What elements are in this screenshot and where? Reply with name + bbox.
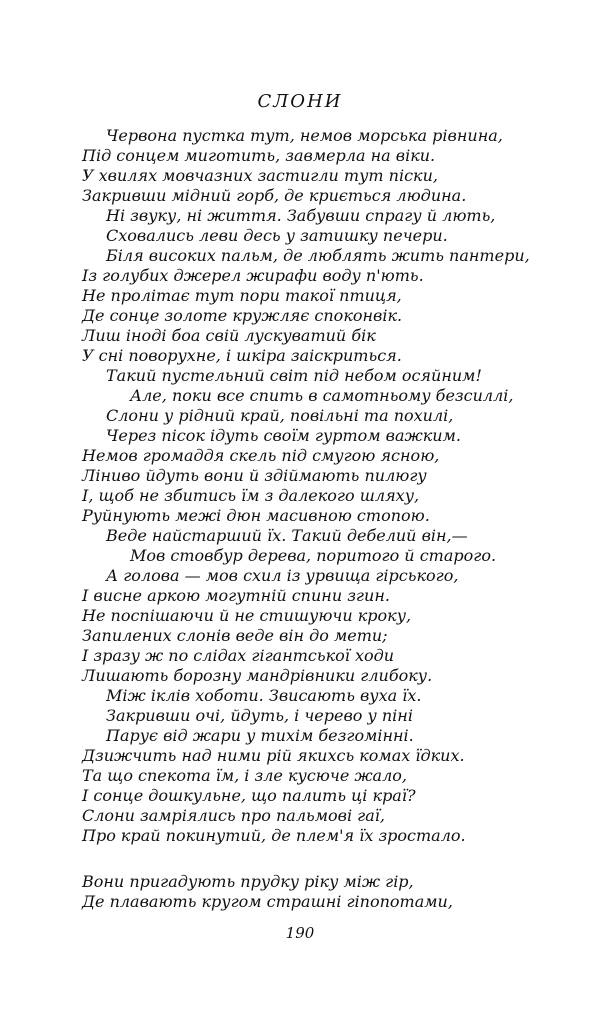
poem-line: І зразу ж по слідах гігантської ходи — [82, 646, 395, 665]
poem-line: Не пролітає тут пори такої птиця, — [82, 286, 402, 305]
poem-line: Між іклів хоботи. Звисають вуха їх. — [106, 686, 422, 705]
poem-line: Ні звуку, ні життя. Забувши спрагу й лють, — [106, 206, 496, 225]
poem-line: Лиш іноді боа свій лускуватий бік — [82, 326, 376, 345]
poem-line: Під сонцем миготить, завмерла на віки. — [82, 146, 436, 165]
poem-line: Лишають борозну мандрівники глибоку. — [82, 666, 433, 685]
poem-line: Де сонце золоте кружляє споконвік. — [82, 306, 403, 325]
poem-line: Із голубих джерел жирафи воду п'ють. — [82, 266, 424, 285]
poem-line: Закривши очі, йдуть, і черево у піні — [106, 706, 413, 725]
poem-line: Але, поки все спить в самотньому безсиллі, — [130, 386, 514, 405]
poem-line: Такий пустельний світ під небом осяйним! — [106, 366, 482, 385]
poem-line: Ліниво йдуть вони й здіймають пилюгу — [82, 466, 427, 485]
poem-title: СЛОНИ — [257, 91, 343, 112]
poem-line: Запилених слонів веде він до мети; — [82, 626, 388, 645]
poem-line: А голова — мов схил із урвища гірського, — [106, 566, 459, 585]
poem-line: Сховались леви десь у затишку печери. — [106, 226, 448, 245]
poem-line: Слони замріялись про пальмові гаї, — [82, 806, 385, 825]
poem-line: Про край покинутий, де плем'я їх зростало. — [82, 826, 466, 845]
poem-line: Парує від жари у тихім безгомінні. — [106, 726, 414, 745]
poem-line: Червона пустка тут, немов морська рівнина, — [106, 126, 503, 145]
poem-line: Дзижчить над ними рій якихсь комах їдких. — [82, 746, 465, 765]
poem-line: Де плавають кругом страшні гіпопотами, — [82, 892, 453, 911]
poem-line: І сонце дошкульне, що палить ці краї? — [82, 786, 416, 805]
poem-line: Не поспішаючи й не стишуючи кроку, — [82, 606, 412, 625]
poem-line: І висне аркою могутній спини згин. — [82, 586, 390, 605]
page-number: 190 — [285, 924, 315, 942]
poem-line: Біля високих пальм, де люблять жить пантери, — [106, 246, 530, 265]
poem-line: Закривши мідний горб, де криється людина. — [82, 186, 467, 205]
poem-line: Вони пригадують прудку ріку між гір, — [82, 872, 414, 891]
poem-line: У сні поворухне, і шкіра заіскриться. — [82, 346, 402, 365]
poem-line: Руйнують межі дюн масивною стопою. — [82, 506, 430, 525]
poem-line: Через пісок ідуть своїм гуртом важким. — [106, 426, 461, 445]
poem-line: Слони у рідний край, повільні та похилі, — [106, 406, 454, 425]
poem-line: Веде найстарший їх. Такий дебелий він,— — [106, 526, 468, 545]
poem-line: Немов громаддя скель під смугою ясною, — [82, 446, 440, 465]
poem-line: Мов стовбур дерева, поритого й старого. — [130, 546, 497, 565]
poem-line: Та що спекота їм, і зле кусюче жало, — [82, 766, 407, 785]
poem-line: І, щоб не збитись їм з далекого шляху, — [82, 486, 420, 505]
poem-line: У хвилях мовчазних застигли тут піски, — [82, 166, 438, 185]
